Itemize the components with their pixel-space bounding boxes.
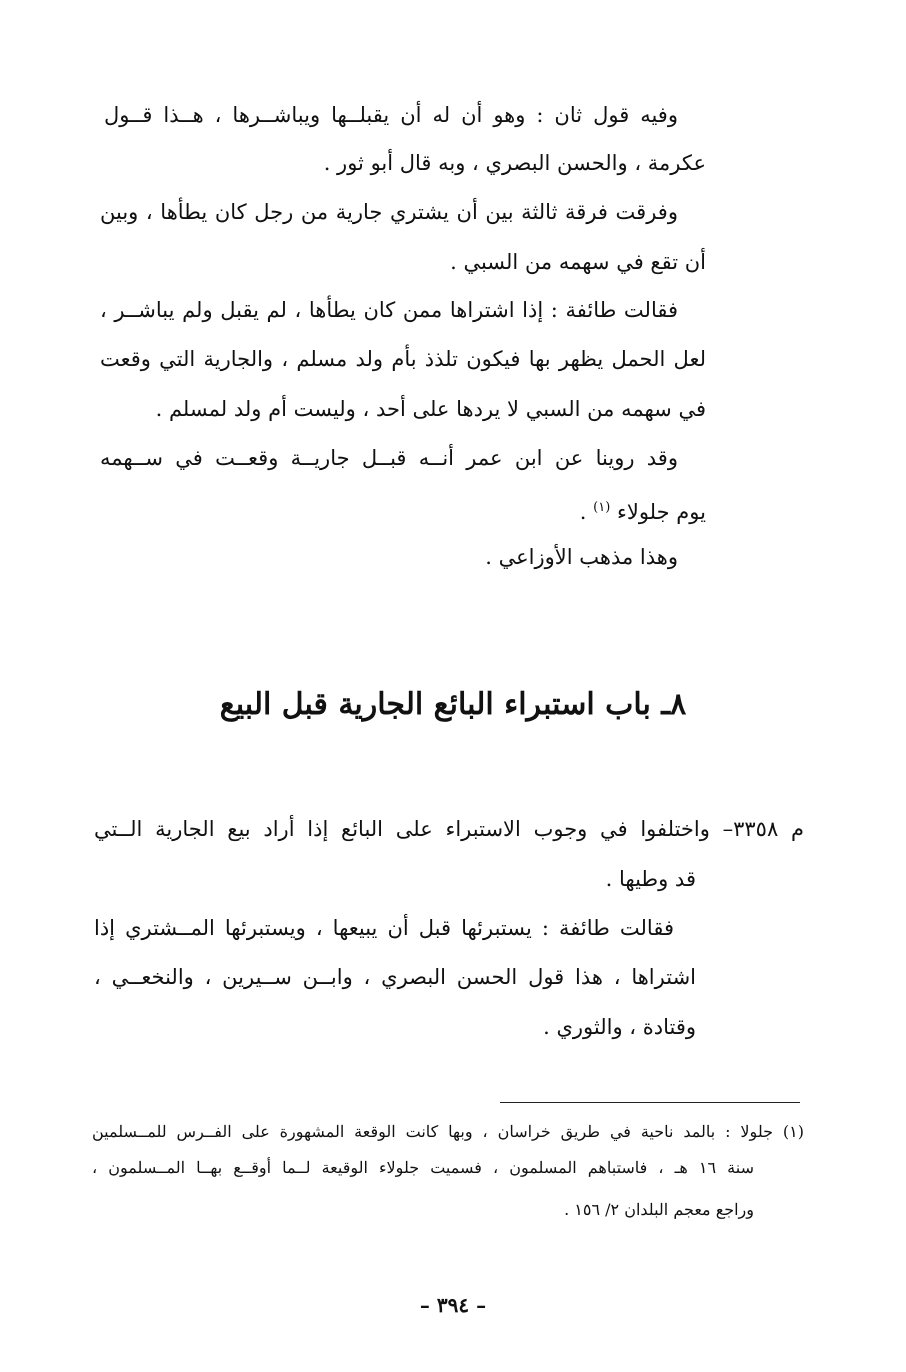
footnote-line-1: (١) جلولا : بالمد ناحية في طريق خراسان ، وبها كانت الوقعة المشهورة على الفــرس للمــسلمين [92, 1122, 804, 1141]
section-title: ٨ـ باب استبراء البائع الجارية قبل البيع [219, 687, 687, 722]
body-line-6: لعل الحمل يظهر بها فيكون تلذذ بأم ولد مسلم ، والجارية التي وقعت [100, 347, 706, 371]
body-line-2: عكرمة ، والحسن البصري ، وبه قال أبو ثور . [323, 151, 706, 175]
body-line-10: وهذا مذهب الأوزاعي . [485, 545, 678, 569]
body-line-4: أن تقع في سهمه من السبي . [450, 250, 706, 274]
footnote-divider [500, 1102, 800, 1103]
section-line-5: وقتادة ، والثوري . [543, 1015, 696, 1039]
body-line-9 [104, 493, 706, 527]
footnote-line-3: وراجع معجم البلدان ٢/ ١٥٦ . [564, 1200, 754, 1219]
section-line-1: م ٣٣٥٨– واختلفوا في وجوب الاستبراء على البائع إذا أراد بيع الجارية الــتي [94, 817, 804, 841]
body-line-3: وفرقت فرقة ثالثة بين أن يشتري جارية من رجل كان يطأها ، وبين [100, 200, 678, 224]
section-line-4: اشتراها ، هذا قول الحسن البصري ، وابــن ســيرين ، والنخعــي ، [94, 965, 696, 989]
section-line-3: فقالت طائفة : يستبرئها قبل أن يبيعها ، ويستبرئها المــشتري إذا [94, 916, 674, 940]
body-line-9-tail: . [579, 500, 587, 524]
body-line-5: فقالت طائفة : إذا اشتراها ممن كان يطأها ، لم يقبل ولم يباشــر ، [100, 298, 678, 322]
body-line-8: وقد روينا عن ابن عمر أنــه قبــل جاريــة وقعــت في ســهمه [100, 446, 678, 470]
section-line-2: قد وطيها . [605, 867, 696, 891]
footnote-line-2: سنة ١٦ هـ ، فاستباهم المسلمون ، فسميت جلولاء الوقيعة لــما أوقــع بهــا المــسلمون ، [92, 1158, 754, 1177]
page-number: – ٣٩٤ – [419, 1293, 487, 1317]
body-line-9-text: يوم جلولاء [616, 500, 706, 524]
body-line-1: وفيه قول ثان : وهو أن له أن يقبلــها ويباشــرها ، هــذا قــول [104, 103, 678, 127]
footnote-reference: (١) [593, 500, 611, 515]
body-line-7: في سهمه من السبي لا يردها على أحد ، وليست أم ولد لمسلم . [155, 397, 706, 421]
